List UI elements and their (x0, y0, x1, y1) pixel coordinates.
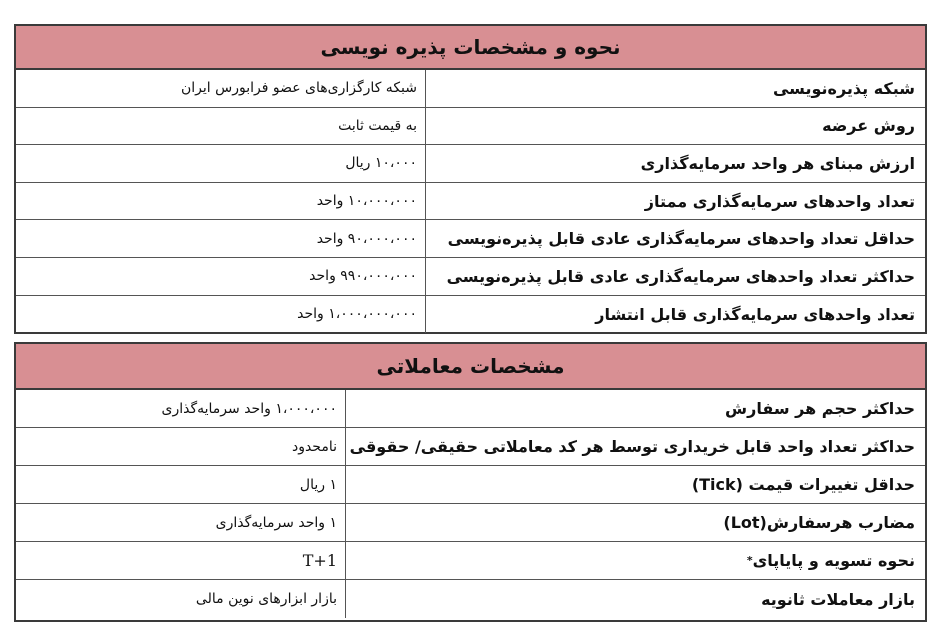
row-value: شبکه کارگزاری‌های عضو فرابورس ایران (181, 80, 417, 97)
trading-table-title: مشخصات معاملاتی (16, 344, 925, 390)
row-label-text: نحوه تسویه و پایاپای (752, 551, 915, 570)
offering-table-title: نحوه و مشخصات پذیره نویسی (16, 26, 925, 70)
row-label: مضارب هرسفارش(Lot) (345, 504, 925, 541)
row-label: بازار معاملات ثانویه (345, 580, 925, 618)
row-value: نامحدود (291, 438, 337, 455)
row-value: بازار ابزارهای نوین مالی (195, 591, 337, 607)
table-row (16, 580, 925, 618)
row-label: حداکثر حجم هر سفارش (345, 390, 925, 427)
row-value: ۹۹۰،۰۰۰،۰۰۰ واحد (309, 268, 417, 285)
row-value: ۱ ریال (299, 476, 337, 493)
row-label: شبکه پذیره‌نویسی (425, 70, 925, 107)
row-label: ارزش مبنای هر واحد سرمایه‌گذاری (425, 145, 925, 182)
row-label (345, 542, 925, 579)
table-row (16, 504, 925, 542)
row-value: ۱ واحد سرمایه‌گذاری (215, 514, 337, 531)
table-row (16, 108, 925, 146)
table-row (16, 145, 925, 183)
trading-table (14, 342, 927, 622)
table-row (16, 428, 925, 466)
table-row (16, 542, 925, 580)
footnote-mark: * (746, 554, 753, 567)
row-value: ۱،۰۰۰،۰۰۰ واحد سرمایه‌گذاری (161, 400, 337, 417)
row-value: ۱۰،۰۰۰،۰۰۰ واحد (316, 193, 417, 210)
row-value: T+1 (302, 551, 337, 570)
row-label: حداکثر تعداد واحدهای سرمایه‌گذاری عادی قابل پذیره‌نویسی (425, 258, 925, 295)
table-row (16, 296, 925, 334)
row-value: ۹۰،۰۰۰،۰۰۰ واحد (316, 230, 417, 247)
row-label: حداقل تغییرات قیمت (Tick) (345, 466, 925, 503)
row-value: به قیمت ثابت (338, 117, 417, 134)
row-label: تعداد واحدهای سرمایه‌گذاری قابل انتشار (425, 296, 925, 334)
offering-table (14, 24, 927, 334)
row-label: روش عرضه (425, 108, 925, 145)
table-row (16, 258, 925, 296)
row-label: حداقل تعداد واحدهای سرمایه‌گذاری عادی قابل پذیره‌نویسی (425, 220, 925, 257)
table-row (16, 466, 925, 504)
table-row (16, 183, 925, 221)
row-label: تعداد واحدهای سرمایه‌گذاری ممتاز (425, 183, 925, 220)
table-row (16, 220, 925, 258)
row-value: ۱،۰۰۰،۰۰۰،۰۰۰ واحد (297, 306, 417, 323)
row-label: حداکثر تعداد واحد قابل خریداری توسط هر کد معاملاتی حقیقی/ حقوقی (345, 428, 925, 465)
row-value: ۱۰،۰۰۰ ریال (345, 155, 417, 172)
table-row (16, 70, 925, 108)
table-row (16, 390, 925, 428)
